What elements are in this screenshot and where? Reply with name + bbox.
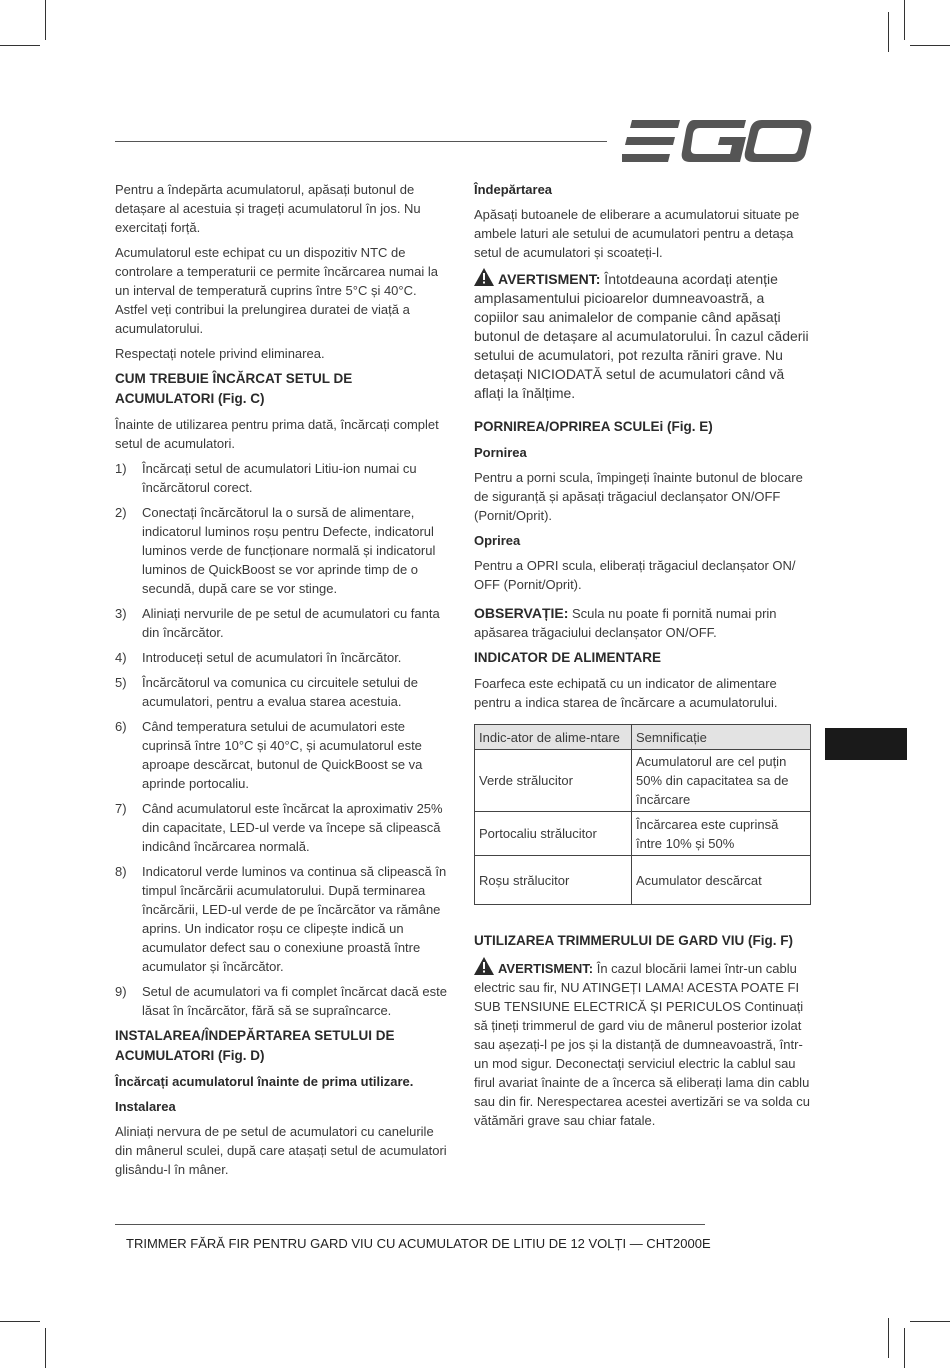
list-item bbox=[115, 604, 447, 642]
crop-mark bbox=[904, 1328, 905, 1368]
paragraph: Pentru a îndepărta acumulatorul, apăsați butonul de detașare al acestuia și trageți acumulatorul în jos. Nu exercitați forță. bbox=[115, 182, 421, 235]
step-text: Introduceți setul de acumulatori în încărcător. bbox=[142, 650, 402, 665]
step-number: 6) bbox=[115, 719, 127, 734]
step-number: 1) bbox=[115, 461, 127, 476]
table-row bbox=[475, 812, 811, 856]
warning-text: Întotdeauna acordați atenție amplasamentului picioarelor dumneavoastră, a copiilor sau animalelor de companie când apăsați butonul de detașare al acumulatorului. În cazul căderii setului de acumulatori, pot rezulta răniri grave. Nu detașați NICIODATĂ setul de acumulatori când vă aflați la înălțime. bbox=[474, 271, 809, 401]
paragraph: Foarfeca este echipată cu un indicator de alimentare pentru a indica starea de încărcare a acumulatorului. bbox=[474, 676, 778, 710]
list-item bbox=[115, 799, 447, 856]
table-header-cell: Semnificație bbox=[632, 725, 811, 750]
crop-mark bbox=[45, 1328, 46, 1368]
step-text: Încărcați setul de acumulatori Litiu-ion numai cu încărcătorul corect. bbox=[142, 461, 417, 495]
table-header-cell: Indic-ator de alime-ntare bbox=[475, 725, 632, 750]
crop-mark bbox=[0, 45, 40, 46]
warning-text: În cazul blocării lamei într-un cablu electric sau fir, NU ATINGEȚI LAMA! ACESTA POATE FI SUB TENSIUNE ELECTRICĂ ȘI PERICULOS Continuați să țineți trimmerul de gard viu de mânerul posterior izolat sau așezați-l pe jos și la distanță de dumneavoastră, într-un mod sigur. Deconectați serviciul electric la cablul sau firul avariat înainte de a încerca să eliberați lama din cablu sau din fir. Nerespectarea acestei avertizări se va solda cu vătămări grave sau chiar fatale. bbox=[474, 961, 811, 1128]
step-number: 4) bbox=[115, 650, 127, 665]
step-number: 5) bbox=[115, 675, 127, 690]
list-item bbox=[115, 717, 447, 793]
section-heading-trimmer: UTILIZAREA TRIMMERULUI DE GARD VIU (Fig. F) bbox=[474, 933, 793, 948]
step-text: Când acumulatorul este încărcat la aproximativ 25% din capacitate, LED-ul verde va începe să clipească indicând încărcarea normală. bbox=[142, 801, 443, 854]
right-column bbox=[474, 180, 812, 1130]
paragraph: Înainte de utilizarea pentru prima dată, încărcați complet setul de acumulatori. bbox=[115, 417, 439, 451]
crop-mark bbox=[0, 1321, 40, 1322]
table-cell: Acumulator descărcat bbox=[632, 856, 811, 905]
step-number: 2) bbox=[115, 505, 127, 520]
list-item bbox=[115, 459, 447, 497]
paragraph: Pentru a porni scula, împingeți înainte butonul de blocare de siguranță și apăsați trăgaciul declanșator ON/OFF (Pornit/Oprit). bbox=[474, 470, 803, 523]
step-text: Încărcătorul va comunica cu circuitele setului de acumulatori, pentru a evalua starea acestuia. bbox=[142, 675, 419, 709]
footer-text: TRIMMER FĂRĂ FIR PENTRU GARD VIU CU ACUMULATOR DE LITIU DE 12 VOLȚI — CHT2000E bbox=[126, 1236, 711, 1251]
table-cell: Acumulatorul are cel puțin 50% din capacitatea sa de încărcare bbox=[632, 750, 811, 812]
table-cell: Încărcarea este cuprinsă între 10% și 50% bbox=[632, 812, 811, 856]
crop-mark bbox=[904, 0, 905, 40]
table-header-row bbox=[475, 725, 811, 750]
indicator-table bbox=[474, 724, 811, 905]
step-number: 9) bbox=[115, 984, 127, 999]
step-number: 3) bbox=[115, 606, 127, 621]
warning-icon bbox=[474, 957, 494, 975]
step-text: Setul de acumulatori va fi complet încărcat dacă este lăsat în încărcător, fără să se supraîncarce. bbox=[142, 984, 447, 1018]
table-cell: Portocaliu strălucitor bbox=[475, 812, 632, 856]
table-row bbox=[475, 750, 811, 812]
list-item bbox=[115, 982, 447, 1020]
crop-mark bbox=[910, 45, 950, 46]
paragraph: Pentru a OPRI scula, eliberați trăgaciul declanșator ON/ OFF (Pornit/Oprit). bbox=[474, 558, 796, 592]
warning-block bbox=[474, 957, 812, 1130]
crop-mark bbox=[888, 12, 889, 52]
header-rule bbox=[115, 141, 607, 142]
list-item bbox=[115, 503, 447, 598]
language-tab bbox=[825, 728, 907, 760]
warning-block bbox=[474, 268, 812, 403]
subheading: Încărcați acumulatorul înainte de prima utilizare. bbox=[115, 1074, 414, 1089]
paragraph: Apăsați butoanele de eliberare a acumulatorui situate pe ambele laturi ale setului de acumulatori pentru a detașa setul de acumulatori și scoateți-l. bbox=[474, 207, 800, 260]
section-heading-charging: CUM TREBUIE ÎNCĂRCAT SETUL DE ACUMULATORI (Fig. C) bbox=[115, 371, 353, 406]
paragraph: Aliniați nervura de pe setul de acumulatori cu canelurile din mânerul sculei, după care atașați setul de acumulatori glisându-l în mâner. bbox=[115, 1124, 447, 1177]
table-cell: Roșu strălucitor bbox=[475, 856, 632, 905]
step-number: 8) bbox=[115, 864, 127, 879]
subheading-start: Pornirea bbox=[474, 445, 527, 460]
charging-steps-list bbox=[115, 459, 447, 1020]
section-heading-install: INSTALAREA/ÎNDEPĂRTAREA SETULUI DE ACUMULATORI (Fig. D) bbox=[115, 1028, 395, 1063]
subheading-installing: Instalarea bbox=[115, 1099, 176, 1114]
warning-label: AVERTISMENT: bbox=[498, 961, 594, 976]
step-text: Indicatorul verde luminos va continua să clipească în timpul încărcării acumulatorului. După terminarea încărcării, LED-ul verde de pe încărcător va rămâne aprins. Un indicator roșu ce clipește indică un acumulator defect sau o conexiune proastă între acumulator și încărcător. bbox=[142, 864, 447, 974]
list-item bbox=[115, 673, 447, 711]
table-row bbox=[475, 856, 811, 905]
section-heading-indicator: INDICATOR DE ALIMENTARE bbox=[474, 650, 661, 665]
warning-label: AVERTISMENT: bbox=[498, 271, 601, 287]
step-text: Aliniați nervurile de pe setul de acumulatori cu fanta din încărcător. bbox=[142, 606, 440, 640]
left-column bbox=[115, 180, 447, 1185]
paragraph: Respectați notele privind eliminarea. bbox=[115, 346, 325, 361]
footer-rule bbox=[115, 1224, 705, 1225]
ego-logo bbox=[622, 118, 812, 164]
table-cell: Verde strălucitor bbox=[475, 750, 632, 812]
warning-icon bbox=[474, 268, 494, 286]
crop-mark bbox=[910, 1321, 950, 1322]
subheading-removing: Îndepărtarea bbox=[474, 182, 553, 197]
step-number: 7) bbox=[115, 801, 127, 816]
list-item bbox=[115, 648, 447, 667]
subheading-stop: Oprirea bbox=[474, 533, 521, 548]
step-text: Când temperatura setului de acumulatori este cuprinsă între 10°C și 40°C, și acumulatorul este aproape descărcat, butonul de QuickBoost se va aprinde portocaliu. bbox=[142, 719, 423, 791]
list-item bbox=[115, 862, 447, 976]
note-label: OBSERVAȚIE: bbox=[474, 605, 569, 621]
note-block bbox=[474, 604, 812, 642]
crop-mark bbox=[888, 1318, 889, 1358]
section-heading-onoff: PORNIREA/OPRIREA SCULEi (Fig. E) bbox=[474, 419, 713, 434]
paragraph: Acumulatorul este echipat cu un dispozitiv NTC de controlare a temperaturii ce permite încărcarea numai la un interval de temperatură cuprins între 5°C și 40°C. Astfel veți contribui la prelungirea duratei de viață a acumulatorului. bbox=[115, 245, 438, 336]
crop-mark bbox=[45, 0, 46, 40]
note-text: Scula nu poate fi pornită numai prin apăsarea trăgaciului declanșator ON/OFF. bbox=[474, 606, 777, 640]
step-text: Conectați încărcătorul la o sursă de alimentare, indicatorul luminos roșu pentru Defecte, indicatorul luminos verde de funcționare normală și indicatorul luminos de QuickBoost se vor aprinde timp de o secundă, după care se vor stinge. bbox=[142, 505, 436, 596]
